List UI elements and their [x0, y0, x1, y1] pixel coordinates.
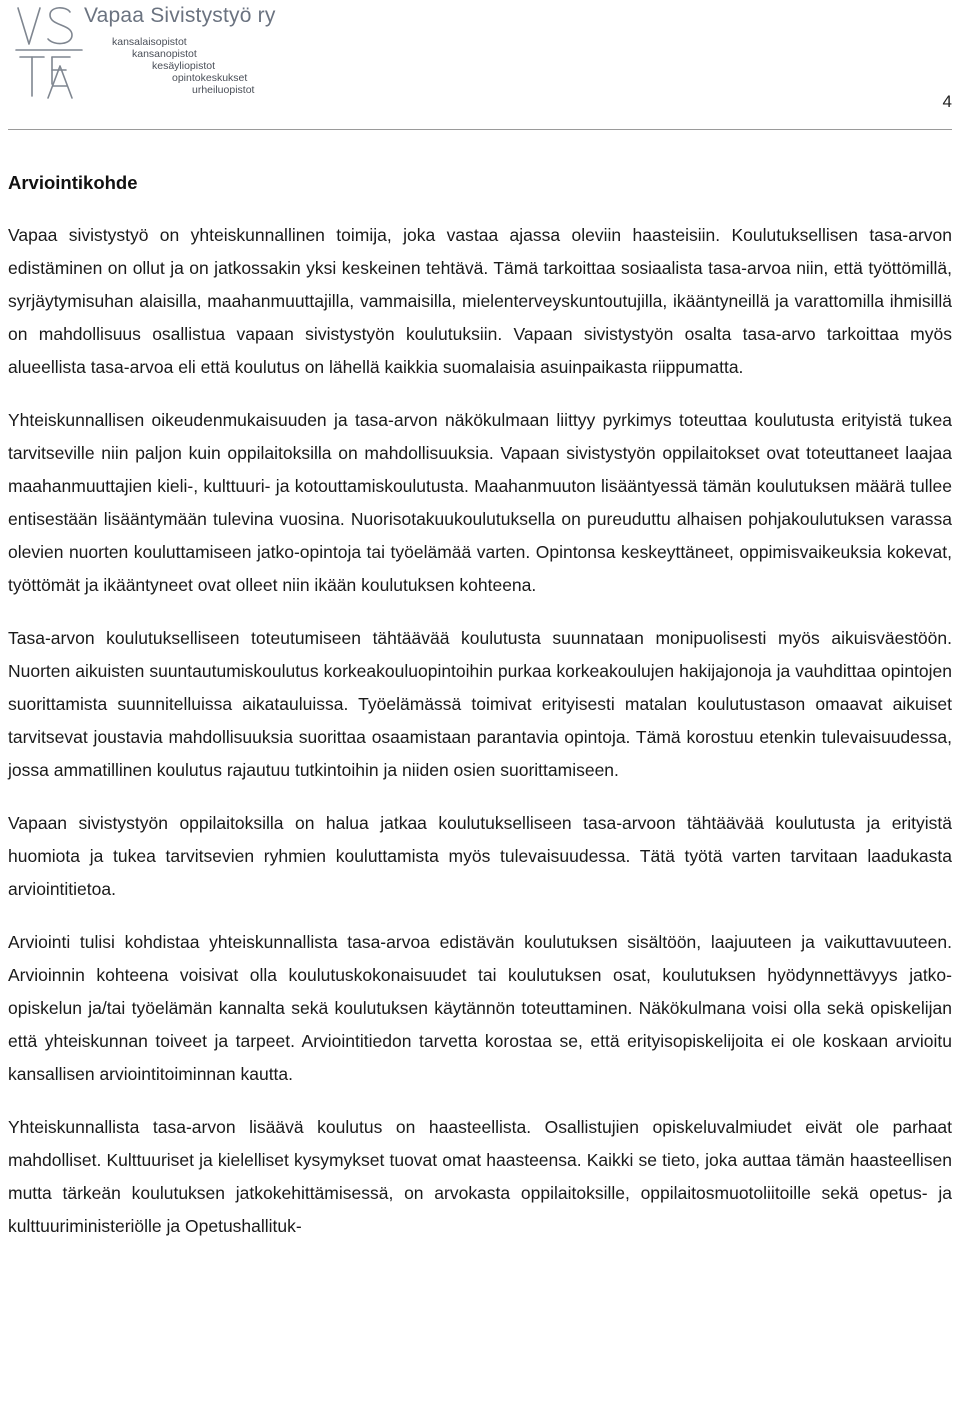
header-divider	[8, 129, 952, 130]
paragraph-5: Arviointi tulisi kohdistaa yhteiskunnallista tasa-arvoa edistävän koulutuksen sisältöön, laajuuteen ja vaikuttavuuteen. Arvioinnin kohteena voisivat olla koulutuskokonaisuudet tai koulutuksen osat, koulutuksen hyödynnettävyys jatko-opiskelun ja/tai työelämän kannalta sekä koulutuksen käytännön toteuttaminen. Näkökulmana voisi olla sekä opiskelijan että yhteiskunnan toiveet ja tarpeet. Arviointitiedon tarvetta korostaa se, että erityisopiskelijoita ei ole koskaan arvioitu kansallisen arviointitoiminnan kautta.	[8, 932, 952, 1084]
org-type-2: kansanopistot	[132, 48, 197, 60]
paragraph-4: Vapaan sivistystyön oppilaitoksilla on halua jatkaa koulutukselliseen tasa-arvoon tähtäävää koulutusta ja erityistä huomiota ja tukea tarvitsevien ryhmien kouluttamista myös tulevaisuudessa. Tätä työtä varten tarvitaan laadukasta arviointitietoa.	[8, 813, 952, 899]
paragraph-3: Tasa-arvon koulutukselliseen toteutumiseen tähtäävää koulutusta suunnataan monipuolisesti myös aikuisväestöön. Nuorten aikuisten suuntautumiskoulutus korkeakouluopintoihin purkaa korkeakoulujen hakijajonoja ja vauhdittaa opintojen suorittamista suunnitelluissa aikatauluissa. Työelämässä toimivat erityisesti matalan koulutustason omaavat aikuiset tarvitsevat joustavia mahdollisuuksia suorittaa osaamistaan parantavia opintoja. Tämä korostuu etenkin tulevaisuudessa, jossa ammatillinen koulutus rajautuu tutkintoihin ja niiden osien suorittamiseen.	[8, 628, 952, 780]
paragraph-1: Vapaa sivistystyö on yhteiskunnallinen toimija, joka vastaa ajassa oleviin haasteisiin. Koulutuksellisen tasa-arvon edistäminen on ollut ja on jatkossakin yksi keskeinen tehtävä. Tämä tarkoittaa sosiaalista tasa-arvoa niin, että työttömillä, syrjäytymisuhan alaisilla, maahanmuuttajilla, vammaisilla, mielenterveyskuntoutujilla, ikääntyneillä ja varattomilla ihmisillä on mahdollisuus osallistua vapaan sivistystyön koulutuksiin. Vapaan sivistystyön osalta tasa-arvo tarkoittaa myös alueellista tasa-arvoa eli että koulutus on lähellä kaikkia suomalaisia asuinpaikasta riippumatta.	[8, 225, 952, 377]
paragraph-2: Yhteiskunnallisen oikeudenmukaisuuden ja tasa-arvon näkökulmaan liittyy pyrkimys toteuttaa koulutusta erityistä tukea tarvitseville niin paljon kuin oppilaitoksilla on mahdollisuuksia. Vapaan sivistystyön oppilaitokset ovat toteuttaneet laajaa maahanmuuttajien kieli-, kulttuuri- ja kotouttamiskoulutusta. Maahanmuuton lisääntyessä tämän koulutuksen määrä tullee entisestään lisääntymään tulevina vuosina. Nuorisotakuukoulutuksella on pureuduttu alhaisen pohjakoulutuksen varassa olevien nuorten kouluttamiseen jatko-opintoja tai työelämää varten. Opintonsa keskeyttäneet, oppimisvaikeuksia kokevat, työttömät ja ikääntyneet ovat olleet niin ikään koulutuksen kohteena.	[8, 410, 952, 595]
org-type-3: kesäyliopistot	[152, 60, 216, 72]
org-type-4: opintokeskukset	[172, 72, 248, 84]
organization-name: Vapaa Sivistystyö ry	[84, 4, 276, 27]
org-type-5: urheiluopistot	[192, 84, 255, 96]
page-number: 4	[942, 92, 952, 111]
vstfa-logo-icon	[14, 4, 84, 100]
paragraph-6: Yhteiskunnallista tasa-arvon lisäävä koulutus on haasteellista. Osallistujien opiskeluvalmiudet eivät ole parhaat mahdolliset. Kulttuuriset ja kielelliset kysymykset tuovat omat haasteensa. Kaikki se tieto, joka auttaa tämän haasteellisen mutta tärkeän koulutuksen jatkokehittämisessä, on arvokasta oppilaitoksille, oppilaitosmuotoliitoille sekä opetus- ja kulttuuriministeriölle ja Opetushallituk-	[8, 1117, 952, 1236]
org-type-1: kansalaisopistot	[112, 36, 187, 48]
page-header	[0, 0, 960, 132]
section-heading: Arviointikohde	[8, 172, 138, 193]
document-body	[8, 168, 952, 1263]
